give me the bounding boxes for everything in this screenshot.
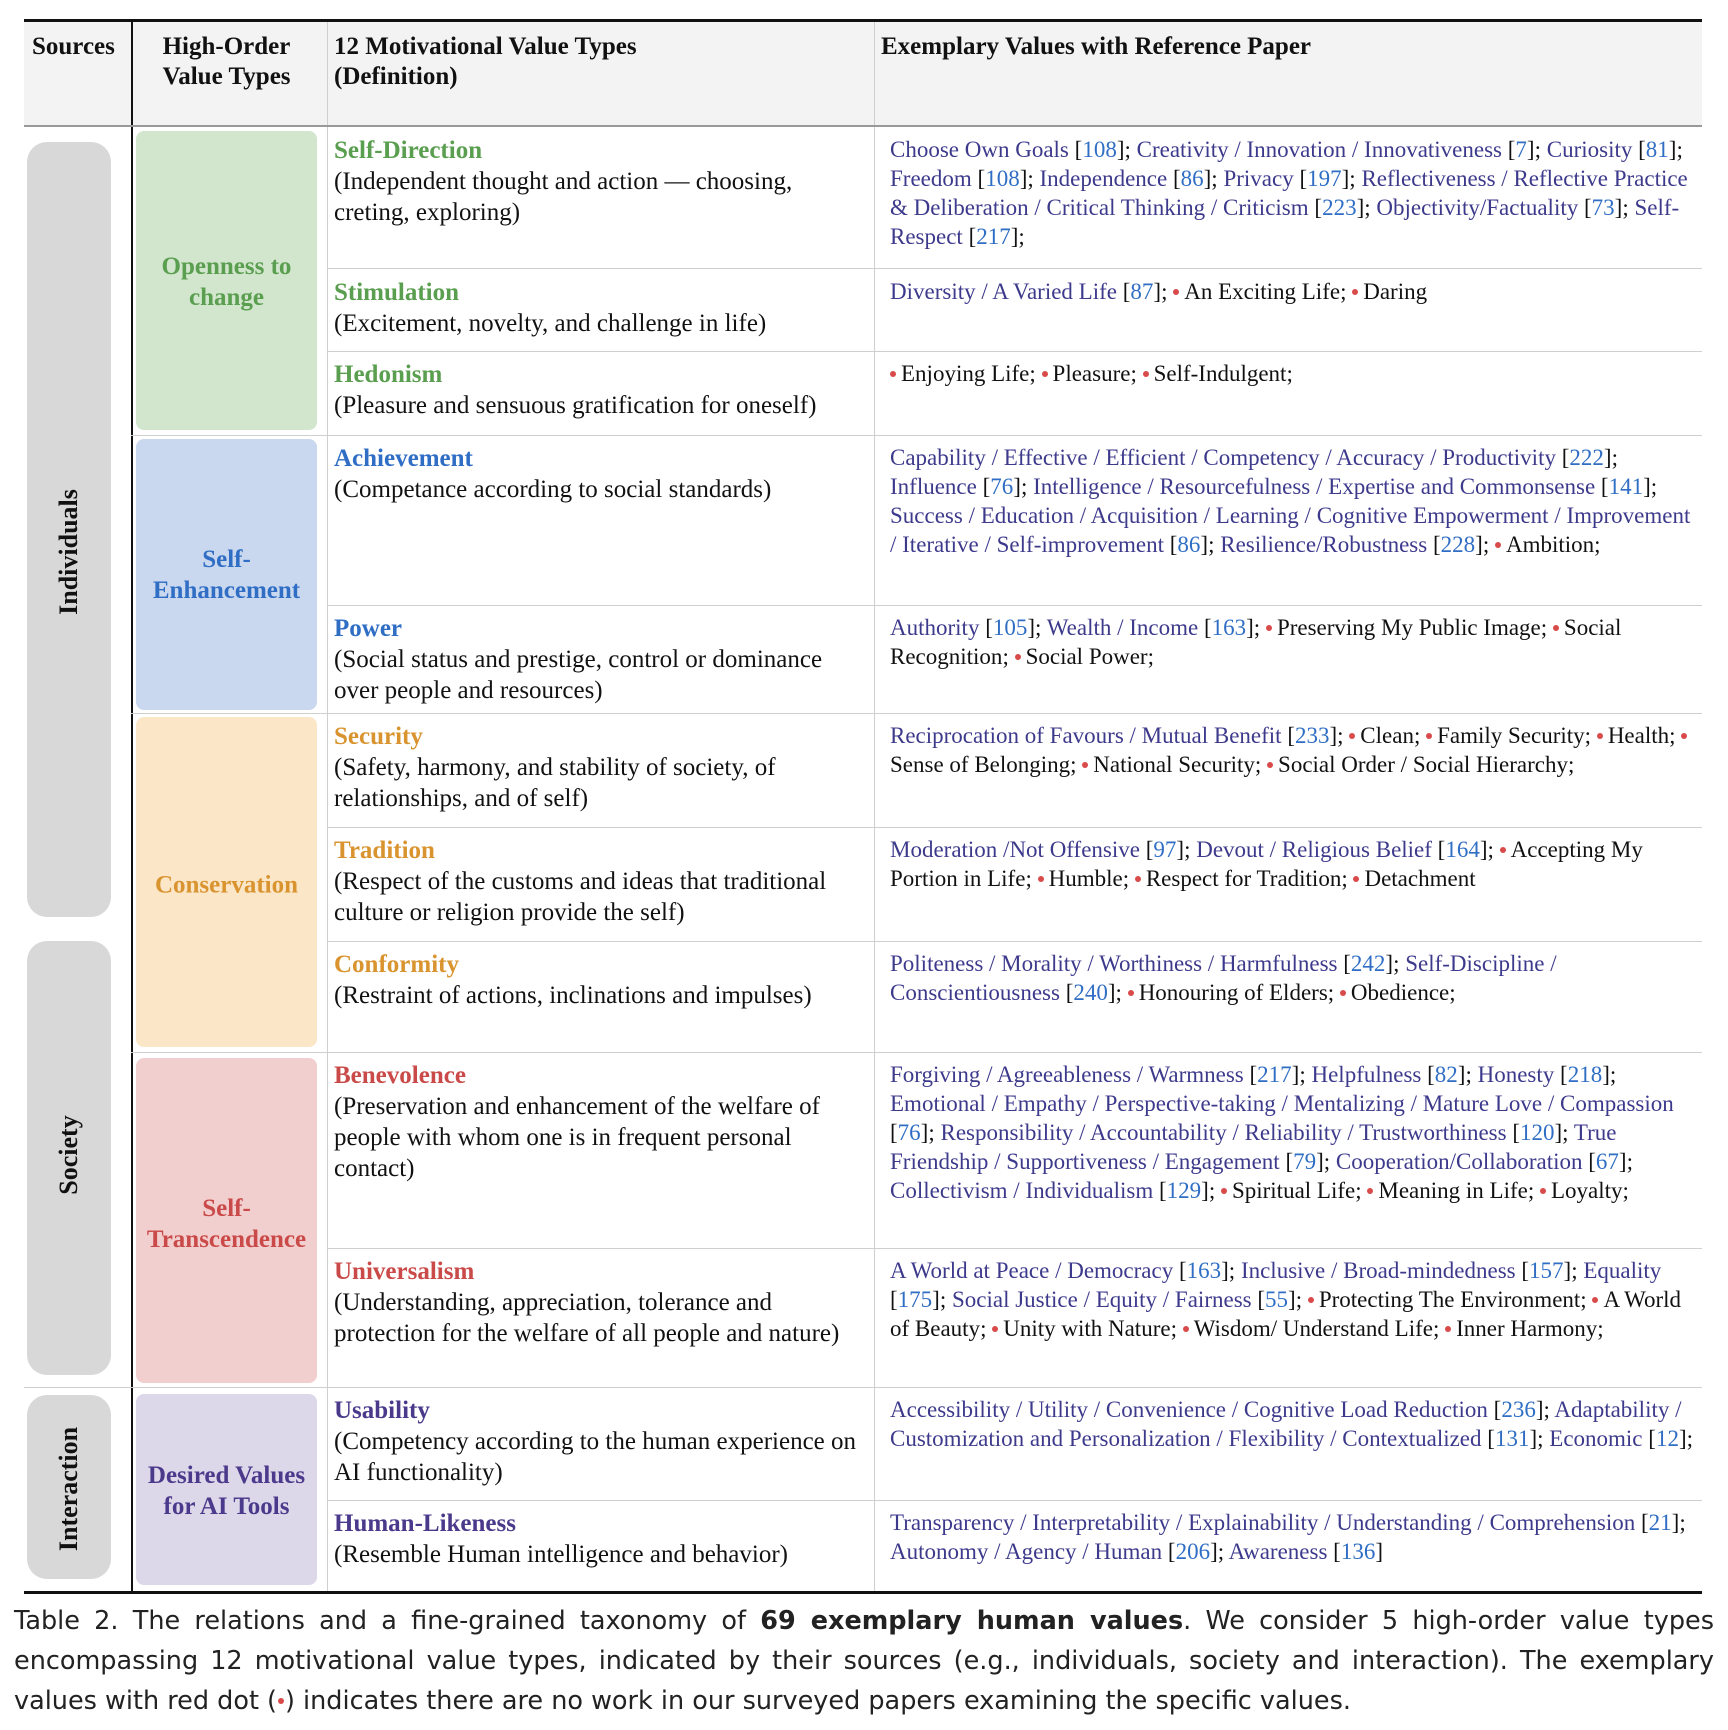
reference-number[interactable]: 108 (1082, 137, 1117, 162)
red-dot-icon (1592, 1297, 1598, 1303)
red-dot-icon (1352, 289, 1358, 295)
exemplary-value: Politeness / Morality / Worthiness / Harmfulness [242]; (890, 951, 1400, 976)
reference-number[interactable]: 131 (1494, 1426, 1530, 1451)
red-dot-icon (1267, 762, 1273, 768)
type-usability: Usability (Competency according to the human experience on AI functionality) (334, 1397, 857, 1486)
exemplary-value: Freedom [108]; (890, 166, 1034, 191)
examples-benevolence (890, 1060, 1700, 1205)
reference-number[interactable]: 163 (1186, 1258, 1222, 1283)
high-order-ai-label: Desired Values for AI Tools (147, 1462, 306, 1520)
exemplary-value: Pleasure; (1042, 361, 1137, 386)
reference-number[interactable]: 233 (1294, 723, 1330, 748)
reference-number[interactable]: 228 (1440, 532, 1476, 557)
red-dot-icon (1500, 847, 1506, 853)
type-stimulation: Stimulation (Excitement, novelty, and challenge in life) (334, 279, 767, 337)
reference-number[interactable]: 175 (897, 1287, 933, 1312)
exemplary-value: Equality [175]; (890, 1258, 1662, 1312)
examples-usability (890, 1395, 1700, 1453)
exemplary-value: Sense of Belonging; (890, 723, 1692, 777)
reference-number[interactable]: 218 (1567, 1062, 1603, 1087)
red-dot-icon (1135, 876, 1141, 882)
reference-number[interactable]: 73 (1591, 195, 1615, 220)
exemplary-value: Obedience; (1340, 980, 1456, 1005)
red-dot-icon (1426, 733, 1432, 739)
high-order-transcendence-label: Self- Transcendence (146, 1195, 307, 1253)
reference-number[interactable]: 163 (1211, 615, 1247, 640)
red-dot-icon (1597, 733, 1603, 739)
reference-number[interactable]: 86 (1180, 166, 1204, 191)
exemplary-value: Self-Indulgent; (1143, 361, 1293, 386)
exemplary-value: Moderation /Not Offensive [97]; (890, 837, 1191, 862)
high-order-conservation-label: Conservation (154, 871, 299, 899)
exemplary-value: Honouring of Elders; (1128, 980, 1334, 1005)
reference-number[interactable]: 87 (1130, 279, 1154, 304)
red-dot-icon (890, 371, 896, 377)
exemplary-value: Independence [86]; (1039, 166, 1218, 191)
reference-number[interactable]: 222 (1569, 445, 1604, 470)
red-dot-icon (1015, 654, 1021, 660)
exemplary-value: Meaning in Life; (1367, 1178, 1534, 1203)
exemplary-value: Honesty [218]; (1477, 1062, 1617, 1087)
reference-number[interactable]: 136 (1340, 1539, 1376, 1564)
type-conformity: Conformity (Restraint of actions, inclinations and impulses) (334, 951, 812, 1009)
table-caption (14, 1601, 1714, 1721)
exemplary-value: Devout / Religious Belief [164]; (1196, 837, 1494, 862)
red-dot-icon (1183, 1326, 1189, 1332)
header-sources: Sources (32, 33, 115, 60)
reference-number[interactable]: 79 (1293, 1149, 1317, 1174)
exemplary-value: Resilience/Robustness [228]; (1220, 532, 1490, 557)
source-interaction-label: Interaction (54, 1426, 83, 1552)
reference-number[interactable]: 108 (985, 166, 1020, 191)
examples-achievement (890, 443, 1700, 559)
exemplary-value: Daring (1352, 279, 1427, 304)
type-human-likeness: Human-Likeness (Resemble Human intelligence and behavior) (334, 1510, 789, 1568)
caption-post: ) indicates there are no work in our surveyed papers examining the specific values. (285, 1686, 1351, 1716)
examples-human-likeness (890, 1508, 1700, 1566)
header-high-order (136, 32, 317, 92)
exemplary-value: Accepting My Portion in Life; (890, 837, 1643, 891)
exemplary-value: Self-Discipline / Conscientiousness [240]; (890, 951, 1557, 1005)
red-dot-icon (1173, 289, 1179, 295)
exemplary-value: Forgiving / Agreeableness / Warmness [217]; (890, 1062, 1306, 1087)
examples-conformity (890, 949, 1700, 1007)
reference-number[interactable]: 67 (1595, 1149, 1619, 1174)
header-high-order-line1: High-Order (162, 33, 291, 60)
reference-number[interactable]: 240 (1073, 980, 1108, 1005)
exemplary-value: Self-Respect [217]; (890, 195, 1680, 249)
exemplary-value: Helpfulness [82]; (1311, 1062, 1472, 1087)
reference-number[interactable]: 236 (1501, 1397, 1536, 1422)
exemplary-value: Collectivism / Individualism [129]; (890, 1178, 1216, 1203)
red-dot-icon (278, 1698, 284, 1704)
exemplary-value: Emotional / Empathy / Perspective-taking / Mentalizing / Mature Love / Compassion [76]; (890, 1091, 1674, 1145)
exemplary-value: True Friendship / Supportiveness / Engagement [79]; (890, 1120, 1617, 1174)
exemplary-value: Awareness [136] (1228, 1539, 1383, 1564)
header-exemplary: Exemplary Values with Reference Paper (881, 33, 1312, 60)
exemplary-value: Clean; (1349, 723, 1420, 748)
exemplary-value: Influence [76]; (890, 474, 1028, 499)
exemplary-value: Unity with Nature; (992, 1316, 1177, 1341)
exemplary-value: Loyalty; (1540, 1178, 1629, 1203)
reference-number[interactable]: 157 (1529, 1258, 1564, 1283)
exemplary-value: Responsibility / Accountability / Reliability / Trustworthiness [120]; (940, 1120, 1569, 1145)
exemplary-value: Diversity / A Varied Life [87]; (890, 279, 1168, 304)
exemplary-value: Cooperation/Collaboration [67]; (1335, 1149, 1633, 1174)
exemplary-value: Wealth / Income [163]; (1046, 615, 1261, 640)
type-power: Power (Social status and prestige, control or dominance over people and resources) (334, 615, 823, 704)
red-dot-icon (1128, 990, 1134, 996)
exemplary-value: Protecting The Environment; (1308, 1287, 1587, 1312)
reference-number[interactable]: 242 (1350, 951, 1386, 976)
exemplary-value: Preserving My Public Image; (1266, 615, 1547, 640)
reference-number[interactable]: 97 (1153, 837, 1177, 862)
reference-number[interactable]: 76 (897, 1120, 921, 1145)
exemplary-value: Respect for Tradition; (1135, 866, 1348, 891)
exemplary-value: Capability / Effective / Efficient / Competency / Accuracy / Productivity [222]; (890, 445, 1618, 470)
type-security: Security (Safety, harmony, and stability of society, of relationships, and of self) (334, 723, 776, 812)
exemplary-value: Intelligence / Resourcefulness / Expertise and Commonsense [141]; (1033, 474, 1658, 499)
exemplary-value: Economic [12]; (1549, 1426, 1693, 1451)
header-motivational (334, 32, 637, 92)
reference-number[interactable]: 129 (1166, 1178, 1202, 1203)
exemplary-value: Objectivity/Factuality [73]; (1376, 195, 1629, 220)
exemplary-value: Ambition; (1495, 532, 1601, 557)
exemplary-value: Authority [105]; (890, 615, 1042, 640)
red-dot-icon (1553, 625, 1559, 631)
exemplary-value: Family Security; (1426, 723, 1591, 748)
exemplary-value: Privacy [197]; (1223, 166, 1356, 191)
exemplary-value: Curiosity [81]; (1546, 137, 1683, 162)
source-individuals-label: Individuals (54, 489, 83, 615)
exemplary-value: Social Recognition; (890, 615, 1622, 669)
red-dot-icon (1042, 371, 1048, 377)
exemplary-value: Inclusive / Broad-mindedness [157]; (1240, 1258, 1578, 1283)
reference-number[interactable]: 223 (1322, 195, 1357, 220)
reference-number[interactable]: 82 (1434, 1062, 1458, 1087)
reference-number[interactable]: 141 (1608, 474, 1644, 499)
high-order-openness-label: Openness to change (161, 253, 292, 311)
reference-number[interactable]: 206 (1175, 1539, 1211, 1564)
red-dot-icon (992, 1326, 998, 1332)
red-dot-icon (1445, 1326, 1451, 1332)
caption-mid: . We consider 5 high-order value types encompassing 12 motivational value types, indicated by their sources (e.g., individuals, society and interaction). The exemplary values with red dot ( (14, 1606, 1714, 1716)
type-hedonism: Hedonism (Pleasure and sensuous gratification for oneself) (334, 361, 817, 419)
exemplary-value: Autonomy / Agency / Human [206]; (890, 1539, 1225, 1564)
red-dot-icon (1082, 762, 1088, 768)
exemplary-value: Social Order / Social Hierarchy; (1267, 752, 1574, 777)
reference-number[interactable]: 197 (1307, 166, 1342, 191)
exemplary-value: Adaptability / Customization and Personalization / Flexibility / Contextualized [131]; (890, 1397, 1682, 1451)
exemplary-value: Reflectiveness / Reflective Practice & Deliberation / Critical Thinking / Criticism [223]; (890, 166, 1688, 220)
red-dot-icon (1308, 1297, 1314, 1303)
red-dot-icon (1540, 1188, 1546, 1194)
examples-universalism (890, 1256, 1700, 1343)
exemplary-value: Reciprocation of Favours / Mutual Benefit [233]; (890, 723, 1344, 748)
reference-number[interactable]: 81 (1645, 137, 1669, 162)
exemplary-value: Spiritual Life; (1221, 1178, 1362, 1203)
exemplary-value: Creativity / Innovation / Innovativeness [7]; (1136, 137, 1541, 162)
red-dot-icon (1681, 733, 1687, 739)
reference-number[interactable]: 55 (1265, 1287, 1289, 1312)
exemplary-value: A World at Peace / Democracy [163]; (890, 1258, 1236, 1283)
exemplary-value: An Exciting Life; (1173, 279, 1346, 304)
caption-bold: 69 exemplary human values (760, 1606, 1184, 1636)
examples-security (890, 721, 1700, 779)
red-dot-icon (1495, 542, 1501, 548)
examples-self-direction (890, 135, 1700, 251)
header-motivational-line2: (Definition) (334, 63, 458, 90)
exemplary-value: Health; (1597, 723, 1676, 748)
type-universalism: Universalism (Understanding, appreciation, tolerance and protection for the welfare of all people and nature) (334, 1258, 840, 1347)
caption-pre: Table 2. The relations and a fine-grained taxonomy of (14, 1606, 761, 1636)
exemplary-value: Wisdom/ Understand Life; (1183, 1316, 1440, 1341)
reference-number[interactable]: 164 (1445, 837, 1480, 862)
examples-power (890, 613, 1700, 671)
exemplary-value: A World of Beauty; (890, 1287, 1682, 1341)
examples-stimulation (890, 277, 1700, 306)
exemplary-value: Choose Own Goals [108]; (890, 137, 1131, 162)
reference-number[interactable]: 21 (1648, 1510, 1672, 1535)
header-high-order-line2: Value Types (162, 63, 291, 90)
exemplary-value: Enjoying Life; (890, 361, 1036, 386)
red-dot-icon (1340, 990, 1346, 996)
red-dot-icon (1221, 1188, 1227, 1194)
exemplary-value: Humble; (1038, 866, 1130, 891)
type-benevolence: Benevolence (Preservation and enhancement of the welfare of people with whom one is in frequent personal contact) (334, 1062, 820, 1182)
examples-tradition (890, 835, 1700, 893)
reference-number[interactable]: 217 (976, 224, 1011, 249)
reference-number[interactable]: 7 (1515, 137, 1527, 162)
red-dot-icon (1367, 1188, 1373, 1194)
red-dot-icon (1143, 371, 1149, 377)
exemplary-value: Inner Harmony; (1445, 1316, 1604, 1341)
exemplary-value: Detachment (1353, 866, 1475, 891)
exemplary-value: Social Justice / Equity / Fairness [55]; (951, 1287, 1303, 1312)
reference-number[interactable]: 76 (990, 474, 1014, 499)
header-motivational-line1: 12 Motivational Value Types (334, 33, 637, 60)
high-order-enhancement-label: Self- Enhancement (152, 546, 301, 604)
reference-number[interactable]: 86 (1177, 532, 1201, 557)
exemplary-value: National Security; (1082, 752, 1261, 777)
examples-hedonism (890, 359, 1700, 388)
red-dot-icon (1266, 625, 1272, 631)
source-society-label: Society (54, 1115, 83, 1195)
type-achievement: Achievement (Competance according to social standards) (334, 445, 772, 503)
reference-number[interactable]: 120 (1519, 1120, 1555, 1145)
type-tradition: Tradition (Respect of the customs and ideas that traditional culture or religion provide the self) (334, 837, 827, 926)
type-self-direction: Self-Direction (Independent thought and action — choosing, creting, exploring) (334, 137, 793, 226)
exemplary-value: Accessibility / Utility / Convenience / Cognitive Load Reduction [236]; (890, 1397, 1550, 1422)
red-dot-icon (1349, 733, 1355, 739)
exemplary-value: Social Power; (1015, 644, 1154, 669)
reference-number[interactable]: 12 (1655, 1426, 1679, 1451)
reference-number[interactable]: 217 (1257, 1062, 1292, 1087)
red-dot-icon (1353, 876, 1359, 882)
reference-number[interactable]: 105 (992, 615, 1028, 640)
exemplary-value: Transparency / Interpretability / Explainability / Understanding / Comprehension [21]; (890, 1510, 1686, 1535)
red-dot-icon (1038, 876, 1044, 882)
exemplary-value: Success / Education / Acquisition / Learning / Cognitive Empowerment / Improvement / Iterative / Self-improvement [86]; (890, 503, 1691, 557)
